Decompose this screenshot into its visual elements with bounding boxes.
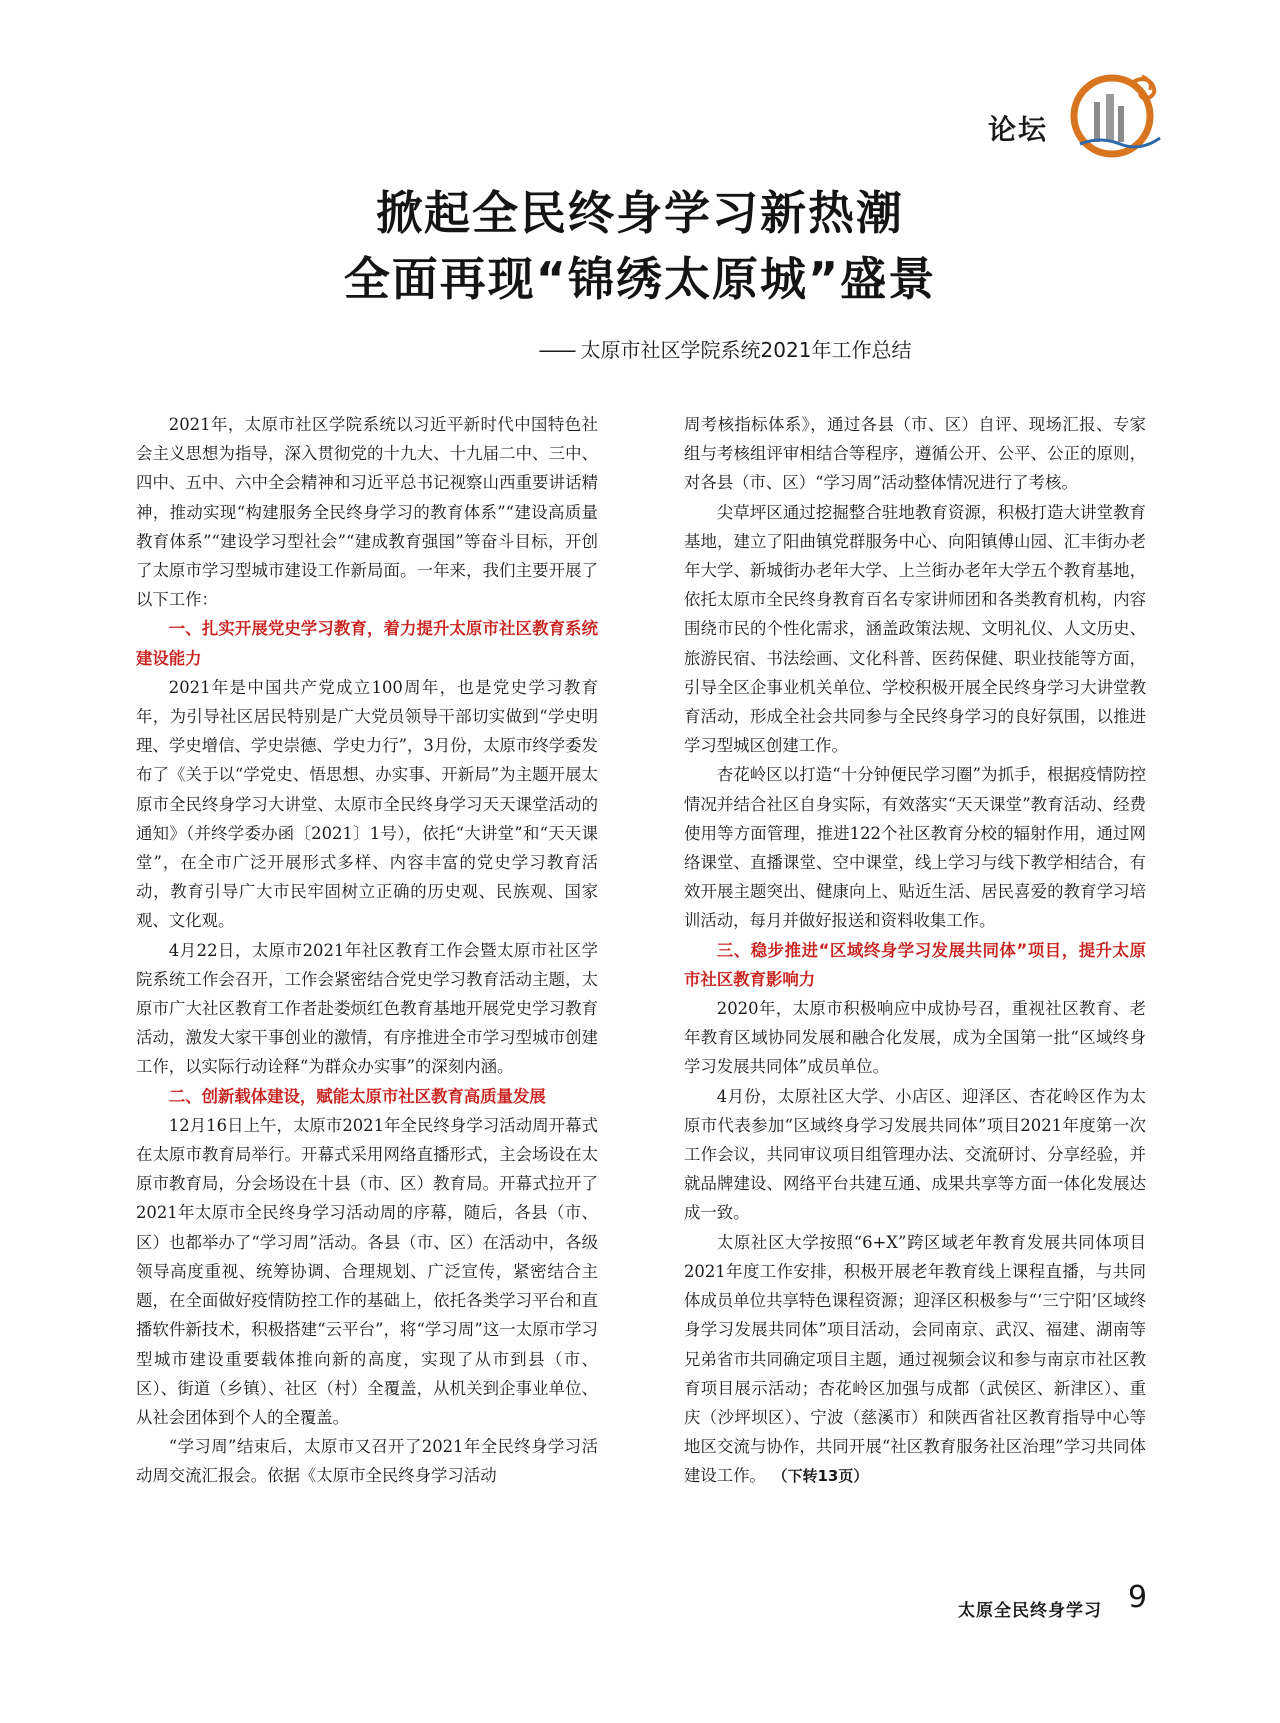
- article-title-line-2: 全面再现“锦绣太原城”盛景: [343, 252, 937, 306]
- paragraph-text: 12月16日上午，太原市2021年全民终身学习活动周开幕式在太原市教育局举行。开幕式采用网络直播形式，主会场设在太原市教育局，分会场设在十县（市、区）教育局。开幕式拉开了2021年太原市全民终身学习活动周的序幕，随后，各县（市、区）也都举办了“学习周”活动。各县（市、区）在活动中，各级领导高度重视、统筹协调、合理规划、广泛宣传，紧密结合主题，在全面做好疫情防控工作的基础上，依托各类学习平台和直播软件新技术，积极搭建“云平台”，将“学习周”这一太原市学习型城市建设重要载体推向新的高度，实现了从市到县（市、区）、街道（乡镇）、社区（村）全覆盖，从机关到企事业单位、从社会团体到个人的全覆盖。: [136, 1115, 598, 1427]
- body-paragraph: [136, 673, 598, 936]
- paragraph-text: 杏花岭区以打造“十分钟便民学习圈”为抓手，根据疫情防控情况并结合社区自身实际，有效落实“天天课堂”教育活动、经费使用等方面管理，推进122个社区教育分校的辐射作用，通过网络课堂、直播课堂、空中课堂，线上学习与线下教学相结合，有效开展主题突出、健康向上、贴近生活、居民喜爱的教育学习培训活动，每月并做好报送和资料收集工作。: [684, 765, 1146, 931]
- footer-page-number: 9: [1128, 1580, 1148, 1615]
- body-paragraph: [684, 760, 1146, 935]
- left-text-column: [136, 410, 598, 1491]
- paragraph-text: 4月份，太原社区大学、小店区、迎泽区、杏花岭区作为太原市代表参加“区域终身学习发展共同体”项目2021年度第一次工作会议，共同审议项目组管理办法、交流研讨、分享经验，并就品牌建设、网络平台共建互通、成果共享等方面一体化发展达成一致。: [684, 1086, 1146, 1223]
- section-heading: [136, 1082, 598, 1111]
- forum-logo-icon: [1060, 66, 1170, 158]
- right-text-column: [684, 410, 1146, 1492]
- article-subtitle: [0, 334, 1280, 363]
- paragraph-text: 三、稳步推进“区域终身学习发展共同体”项目，提升太原市社区教育影响力: [684, 940, 1146, 989]
- body-paragraph: [136, 410, 598, 614]
- paragraph-text: 周考核指标体系》，通过各县（市、区）自评、现场汇报、专家组与考核组评审相结合等程序，遵循公开、公平、公正的原则，对各县（市、区）“学习周”活动整体情况进行了考核。: [684, 415, 1146, 493]
- paragraph-text: 4月22日，太原市2021年社区教育工作会暨太原市社区学院系统工作会召开，工作会紧密结合党史学习教育活动主题，太原市广大社区教育工作者赴娄烦红色教育基地开展党史学习教育活动，激发大家干事创业的激情，有序推进全市学习型城市创建工作，以实际行动诠释“为群众办实事”的深刻内涵。: [136, 940, 598, 1077]
- body-paragraph: [684, 1228, 1146, 1492]
- paragraph-text: 2021年是中国共产党成立100周年，也是党史学习教育年，为引导社区居民特别是广大党员领导干部切实做到“学史明理、学史增信、学史崇德、学史力行”，3月份，太原市终学委发布了《关于以“学党史、悟思想、办实事、开新局”为主题开展太原市全民终身学习大讲堂、太原市全民终身学习天天课堂活动的通知》（并终学委办函〔2021〕1号），依托“大讲堂”和“天天课堂”，在全市广泛开展形式多样、内容丰富的党史学习教育活动，教育引导广大市民牢固树立正确的历史观、民族观、国家观、文化观。: [136, 677, 598, 931]
- footer-journal-name: 太原全民终身学习: [958, 1601, 1102, 1621]
- paragraph-text: 一、扎实开展党史学习教育，着力提升太原市社区教育系统建设能力: [136, 619, 598, 668]
- paragraph-text: 太原社区大学按照“6+X”跨区域老年教育发展共同体项目2021年度工作安排，积极开展老年教育线上课程直播，与共同体成员单位共享特色课程资源；迎泽区积极参与“‘三宁阳’区域终身学习发展共同体”项目活动，会同南京、武汉、福建、湖南等兄弟省市共同确定项目主题，通过视频会议和参与南京市社区教育项目展示活动；杏花岭区加强与成都（武侯区、新津区）、重庆（沙坪坝区）、宁波（慈溪市）和陕西省社区教育指导中心等地区交流与协作，共同开展“社区教育服务社区治理”学习共同体建设工作。: [684, 1232, 1146, 1486]
- body-paragraph: [684, 498, 1146, 761]
- paragraph-text: 二、创新载体建设，赋能太原市社区教育高质量发展: [168, 1086, 546, 1106]
- section-heading: [684, 936, 1146, 994]
- page-header: [0, 0, 1280, 170]
- subtitle-dash: ——: [538, 338, 575, 362]
- body-paragraph: [684, 1082, 1146, 1228]
- continued-on-note: （下转13页）: [779, 1467, 869, 1486]
- body-paragraph: [136, 936, 598, 1082]
- paragraph-text: 尖草坪区通过挖掘整合驻地教育资源，积极打造大讲堂教育基地，建立了阳曲镇党群服务中心、向阳镇傅山园、汇丰街办老年大学、新城街办老年大学、上兰街办老年大学五个教育基地，依托太原市全民终身教育百名专家讲师团和各类教育机构，内容围绕市民的个性化需求，涵盖政策法规、文明礼仪、人文历史、旅游民宿、书法绘画、文化科普、医药保健、职业技能等方面，引导全区企事业机关单位、学校积极开展全民终身学习大讲堂教育活动，形成全社会共同参与全民终身学习的良好氛围，以推进学习型城区创建工作。: [684, 502, 1146, 756]
- paragraph-text: 2021年，太原市社区学院系统以习近平新时代中国特色社会主义思想为指导，深入贯彻党的十九大、十九届二中、三中、四中、五中、六中全会精神和习近平总书记视察山西重要讲话精神，推动实现“构建服务全民终身学习的教育体系”“建设高质量教育体系”“建设学习型社会”“建成教育强国”等奋斗目标，开创了太原市学习型城市建设工作新局面。一年来，我们主要开展了以下工作：: [136, 415, 598, 610]
- body-paragraph: [136, 1432, 598, 1490]
- subtitle-text: 太原市社区学院系统2021年工作总结: [580, 338, 912, 362]
- section-label: 论坛: [988, 113, 1049, 146]
- paragraph-text: 2020年，太原市积极响应中成协号召，重视社区教育、老年教育区域协同发展和融合化发展，成为全国第一批“区域终身学习发展共同体”成员单位。: [684, 999, 1146, 1077]
- body-paragraph: [684, 994, 1146, 1082]
- section-heading: [136, 614, 598, 672]
- body-paragraph: [684, 410, 1146, 498]
- paragraph-text: “学习周”结束后，太原市又召开了2021年全民终身学习活动周交流汇报会。依据《太原市全民终身学习活动: [136, 1437, 598, 1486]
- article-title-line-1: 掀起全民终身学习新热潮: [376, 186, 904, 240]
- article-title-block: [0, 180, 1280, 363]
- body-paragraph: [136, 1111, 598, 1432]
